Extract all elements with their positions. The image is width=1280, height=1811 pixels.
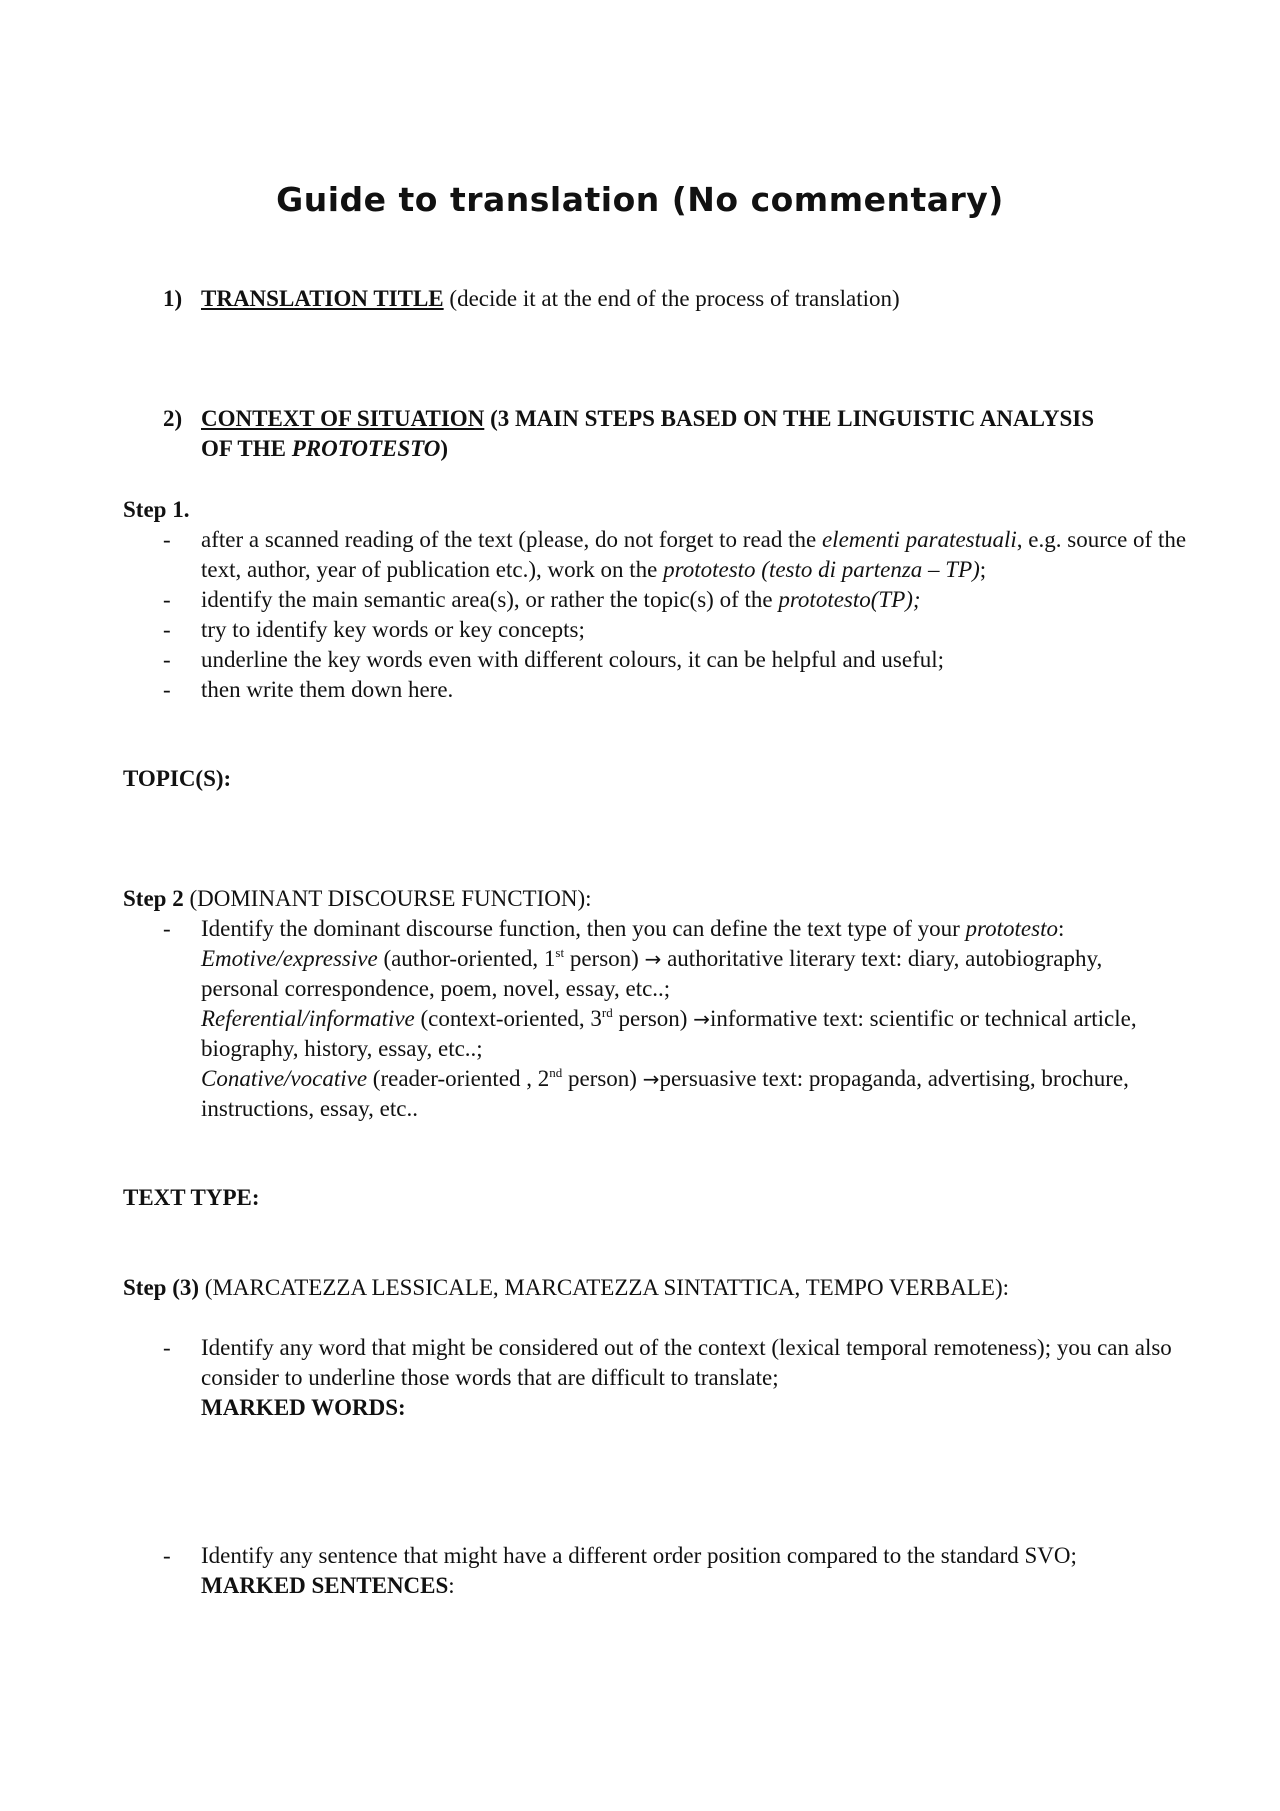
list-item	[123, 675, 1173, 705]
function-name: Emotive/expressive	[201, 946, 378, 971]
step1-block	[123, 495, 1187, 705]
list-item	[123, 615, 1173, 645]
bullet-text: try to identify key words or key concepts;	[201, 617, 585, 642]
ordinal-suffix: st	[555, 945, 565, 960]
dash: -	[163, 527, 171, 552]
arrow-right-icon: →	[693, 1007, 710, 1031]
marked-sentences-colon: :	[448, 1573, 455, 1598]
section-heading-rest: (3 MAIN STEPS BASED ON THE LINGUISTIC ANALYSIS OF THE	[201, 406, 1094, 461]
section-heading: TRANSLATION TITLE	[201, 286, 444, 311]
section-body	[201, 284, 1163, 314]
marked-words-label: MARKED WORDS:	[201, 1395, 406, 1420]
bullet-text: :	[1057, 916, 1065, 941]
bullet-text: Identify any word that might be considered out of the context (lexical temporal remoteness); you can also consider to underline those words that are difficult to translate;	[201, 1335, 1172, 1390]
text-type-label: TEXT TYPE:	[123, 1185, 260, 1210]
dash: -	[163, 587, 171, 612]
dash: -	[163, 1335, 171, 1360]
dash: -	[163, 617, 171, 642]
dash: -	[163, 647, 171, 672]
section-context-of-situation	[163, 404, 1103, 464]
function-emotive	[123, 944, 1181, 1004]
step2-label: Step 2	[123, 886, 184, 911]
bullet-italic: prototesto	[965, 916, 1058, 941]
list-item	[123, 1333, 1221, 1393]
step2-label-rest: (DOMINANT DISCOURSE FUNCTION):	[183, 886, 592, 911]
arrow-right-icon: →	[642, 1067, 660, 1091]
function-text: authoritative literary text: diary, autobiography, personal correspondence, poem, novel, essay, etc..;	[201, 946, 1103, 1001]
list-item	[123, 1541, 1201, 1571]
step3-label: Step (3)	[123, 1275, 200, 1300]
bullet-italic: elementi paratestuali	[821, 527, 1017, 552]
list-item	[123, 645, 1173, 675]
bullet-text: then write them down here.	[201, 677, 454, 702]
section-note: (decide it at the end of the process of translation)	[443, 286, 900, 311]
list-item	[123, 585, 1173, 615]
step3-block-sentences	[123, 1541, 1173, 1601]
function-text: informative text: scientific or technical article, biography, history, essay, etc..;	[201, 1006, 1137, 1061]
ordinal-suffix: rd	[601, 1005, 613, 1020]
step2-heading	[123, 884, 1173, 914]
bullet-text: identify the main semantic area(s), or rather the topic(s) of the	[201, 587, 779, 612]
bullet-italic: prototesto (testo di partenza – TP)	[663, 557, 980, 582]
section-number: 1)	[163, 286, 183, 311]
function-text: person)	[564, 946, 645, 971]
function-text: (author-oriented, 1	[377, 946, 556, 971]
step3-label-rest: (MARCATEZZA LESSICALE, MARCATEZZA SINTATTICA, TEMPO VERBALE):	[199, 1275, 1010, 1300]
marked-sentences-label	[123, 1571, 1173, 1601]
function-text: persuasive text: propaganda, advertising, brochure, instructions, essay, etc..	[201, 1066, 1129, 1121]
bullet-text: after a scanned reading of the text (please, do not forget to read the	[201, 527, 822, 552]
arrow-right-icon: →	[644, 947, 662, 971]
bullet-text: , e.g. source of the text, author, year of publication etc.), work on the	[201, 527, 1187, 582]
function-text: (context-oriented, 3	[414, 1006, 602, 1031]
function-name: Conative/vocative	[201, 1066, 368, 1091]
function-text: person)	[612, 1006, 694, 1031]
section-heading-italic: PROTOTESTO	[291, 436, 441, 461]
list-item	[123, 525, 1201, 585]
section-heading-close: )	[440, 436, 449, 461]
list-item	[123, 914, 1201, 944]
bullet-italic: prototesto(TP);	[778, 587, 921, 612]
section-heading: CONTEXT OF SITUATION	[201, 406, 485, 431]
dash: -	[163, 1543, 171, 1568]
bullet-text: Identify any sentence that might have a different order position compared to the standard SVO;	[201, 1543, 1077, 1568]
section-translation-title	[163, 284, 1163, 314]
topics-label: TOPIC(S):	[123, 766, 232, 791]
bullet-text: Identify the dominant discourse function, then you can define the text type of your	[201, 916, 966, 941]
section-number: 2)	[163, 406, 183, 431]
function-name: Referential/informative	[201, 1006, 415, 1031]
page-title: Guide to translation (No commentary)	[276, 180, 1004, 219]
ordinal-suffix: nd	[549, 1065, 563, 1080]
marked-sentences-text: MARKED SENTENCES	[201, 1573, 449, 1598]
function-text: person)	[562, 1066, 643, 1091]
bullet-text: ;	[979, 557, 987, 582]
function-conative	[123, 1064, 1201, 1124]
dash: -	[163, 916, 171, 941]
step2-block	[123, 884, 1173, 1124]
step3-block-words	[123, 1333, 1173, 1423]
dash: -	[163, 677, 171, 702]
step3-heading	[123, 1273, 1173, 1303]
bullet-text: underline the key words even with different colours, it can be helpful and useful;	[201, 647, 945, 672]
function-referential	[123, 1004, 1181, 1064]
step1-label: Step 1.	[123, 497, 190, 522]
section-body	[201, 404, 1103, 464]
function-text: (reader-oriented , 2	[367, 1066, 550, 1091]
